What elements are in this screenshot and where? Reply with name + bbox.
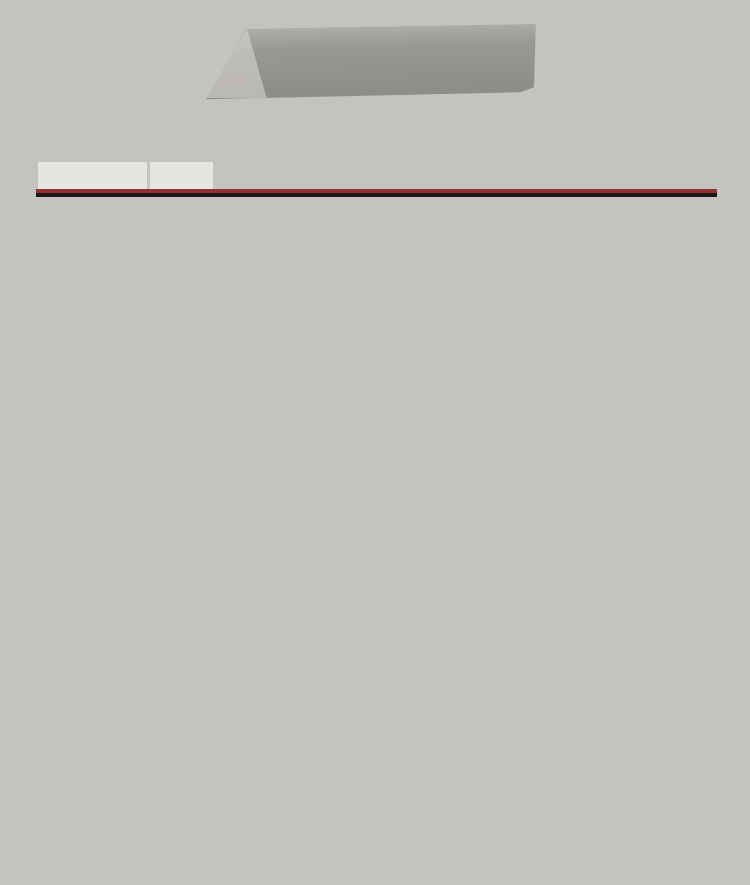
header-role-dymer	[549, 162, 632, 189]
header-role-maria	[632, 162, 715, 189]
table-header-row	[36, 162, 717, 189]
page-title	[355, 61, 385, 62]
tape-strip	[201, 22, 539, 100]
header-cast-group	[216, 162, 715, 189]
header-role-leon	[299, 162, 382, 189]
header-date	[38, 162, 147, 189]
header-role-saemi	[216, 162, 299, 189]
header-role-jack	[466, 162, 549, 189]
header-time	[150, 162, 213, 189]
table-bottom-line	[36, 193, 717, 197]
header-role-todd	[382, 162, 465, 189]
schedule-table	[36, 162, 717, 197]
